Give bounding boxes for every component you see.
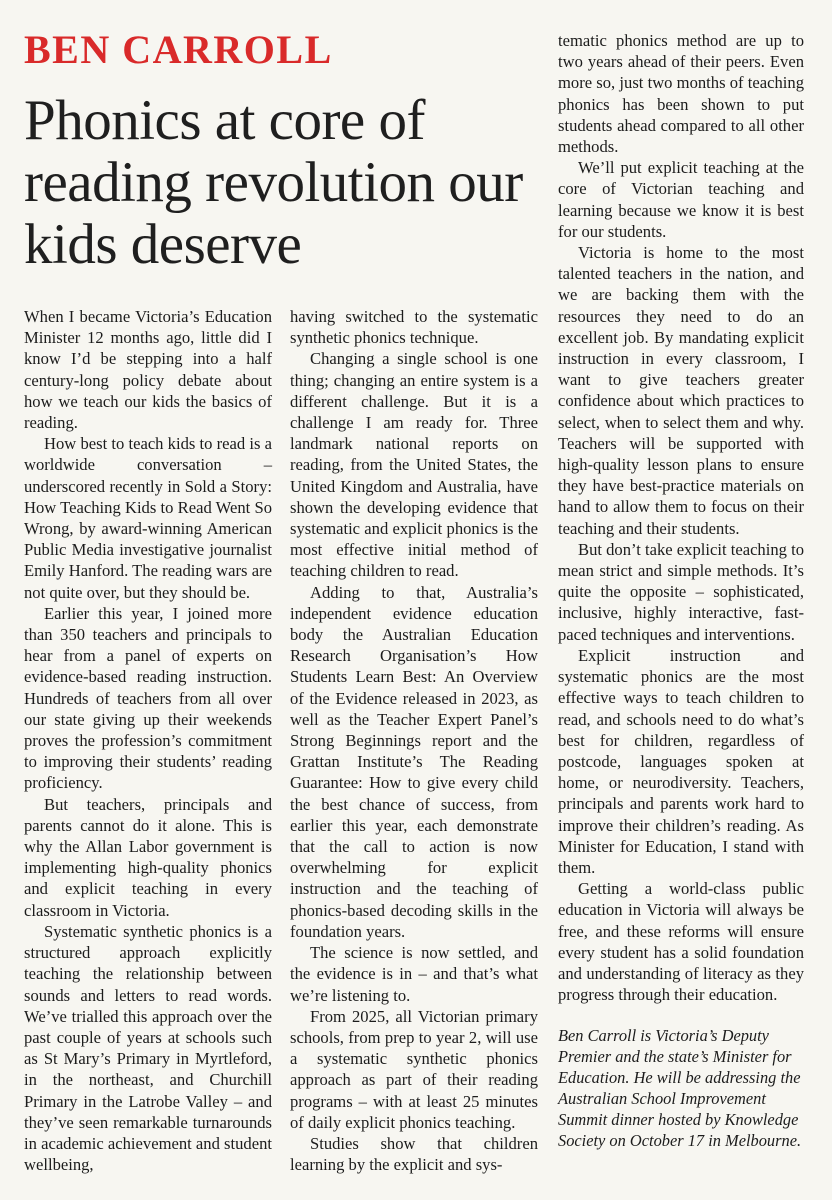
paragraph: How best to teach kids to read is a worldwide conversation – underscored recently in Sold a Story: How Teaching Kids to Read Went So Wrong, by award-winning American Public Media investigative journalist Emily Hanford. The reading wars are not quite over, but they should be.: [24, 434, 272, 602]
paragraph: From 2025, all Victorian primary schools, from prep to year 2, will use a systematic synthetic phonics approach as part of their reading programs – with at least 25 minutes of daily explicit phonics teaching.: [290, 1006, 538, 1132]
paragraph: But teachers, principals and parents cannot do it alone. This is why the Allan Labor government is implementing high-quality phonics and explicit teaching in every classroom in Victoria.: [24, 794, 272, 920]
paragraph: Systematic synthetic phonics is a structured approach explicitly teaching the relationship between sounds and letters to read words. We’ve trialled this approach over the past couple of years at schools such as St Mary’s Primary in Myrtleford, in the northeast, and Churchill Primary in the Latrobe Valley – and they’ve seen remarkable turnarounds in academic achievement and student wellbeing,: [24, 921, 272, 1175]
paragraph: Adding to that, Australia’s independent evidence education body the Australian Education Research Organisation’s How Students Learn Best: An Overview of the Evidence released in 2023, as well as the Teacher Expert Panel’s Strong Beginnings report and the Grattan Institute’s The Reading Guarantee: How to give every child the best chance of success, from earlier this year, each demonstrate that the call to action is now overwhelming for explicit instruction and the teaching of phonics-based decoding skills in the foundation years.: [290, 582, 538, 941]
byline: BEN CARROLL: [24, 27, 333, 72]
paragraph: The science is now settled, and the evidence is in – and that’s what we’re listening to.: [290, 943, 538, 1005]
paragraph: tematic phonics method are up to two years ahead of their peers. Even more so, just two months of teaching phonics has been shown to put students ahead compared to all other methods.: [558, 31, 804, 157]
paragraph: having switched to the systematic synthetic phonics technique.: [290, 307, 538, 348]
article-column-3: [558, 30, 804, 1151]
paragraph: Changing a single school is one thing; changing an entire system is a different challenge. But it is a challenge I am ready for. Three landmark national reports on reading, from the United States, the United Kingdom and Australia, have shown the developing evidence that systematic and explicit phonics is the most effective initial method of teaching children to read.: [290, 349, 538, 581]
paragraph: When I became Victoria’s Education Minister 12 months ago, little did I know I’d be stepping into a half century-long policy debate about how we teach our kids the basics of reading.: [24, 307, 272, 433]
paragraph: Earlier this year, I joined more than 350 teachers and principals to hear from a panel of experts on evidence-based reading instruction. Hundreds of teachers from all over our state giving up their weekends proves the profession’s commitment to improving their students’ reading proficiency.: [24, 603, 272, 793]
headline: Phonics at core of reading revolution our kids deserve: [24, 89, 523, 276]
paragraph: Explicit instruction and systematic phonics are the most effective ways to teach children to read, and schools need to do what’s best for children, regardless of postcode, languages spoken at home, or neurodiversity. Teachers, principals and parents work hard to improve their children’s reading. As Minister for Education, I stand with them.: [558, 645, 804, 877]
paragraph: But don’t take explicit teaching to mean strict and simple methods. It’s quite the opposite – sophisticated, inclusive, highly interactive, fast-paced techniques and interventions.: [558, 539, 804, 644]
paragraph: Victoria is home to the most talented teachers in the nation, and we are backing them with the resources they need to do an excellent job. By mandating explicit instruction in every classroom, I want to give teachers greater confidence about which practices to select, when to select them and why. Teachers will be supported with high-quality lesson plans to ensure they have best-practice materials on hand to allow them to focus on their teaching and their students.: [558, 243, 804, 538]
paragraph: Getting a world-class public education in Victoria will always be free, and these reforms will ensure every student has a solid foundation and understanding of literacy as they progress through their education.: [558, 879, 804, 1005]
article-column-1: [24, 306, 272, 1175]
author-bio: Ben Carroll is Victoria’s Deputy Premier and the state’s Minister for Education. He will be addressing the Australian School Improvement Summit dinner hosted by Knowledge Society on October 17 in Melbourne.: [558, 1026, 802, 1151]
paragraph: Studies show that children learning by the explicit and sys-: [290, 1133, 538, 1175]
article-column-2: [290, 306, 538, 1175]
paragraph: We’ll put explicit teaching at the core of Victorian teaching and learning because we know it is best for our students.: [558, 158, 804, 241]
